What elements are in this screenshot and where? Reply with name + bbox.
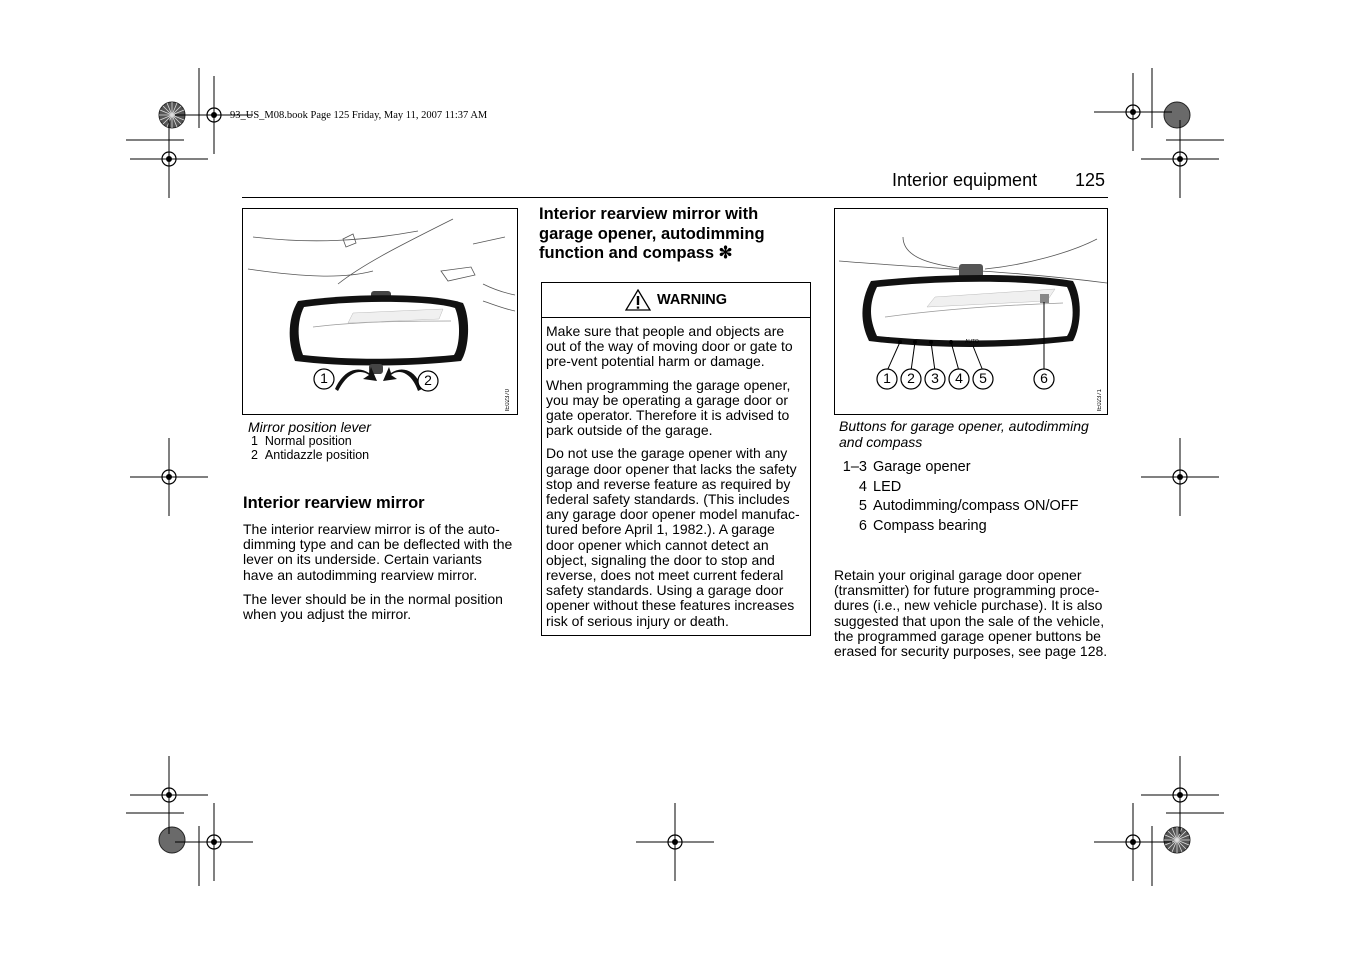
callout-5: 5 <box>979 370 987 386</box>
warning-body <box>542 318 810 629</box>
section3-paragraph: Retain your original garage door opener (transmitter) for future programming proce-dures (i.e., new vehicle purchase). It is also suggested that upon the sale of the vehicle, the programmed garage opener buttons be erased for security purposes, see page 128. <box>834 567 1108 660</box>
legend-text: Compass bearing <box>873 517 987 534</box>
figure1-legend <box>251 435 369 462</box>
warning-paragraph: When programming the garage opener, you may be operating a garage door or gate operator. Therefore it is advised to park outside of the garage. <box>546 376 791 439</box>
page-header-title: Interior equipment <box>892 170 1038 190</box>
legend-num: 1 <box>251 434 258 448</box>
print-info-line: 93_US_M08.book Page 125 Friday, May 11, 2007 11:37 AM <box>230 110 488 121</box>
callout-6: 6 <box>1040 370 1048 386</box>
figure2-legend <box>833 458 1078 536</box>
callout-4: 4 <box>955 370 963 386</box>
legend-num: 5 <box>858 498 867 514</box>
figure1-caption: Mirror position lever <box>248 419 371 435</box>
section1-heading: Interior rearview mirror <box>243 494 425 512</box>
legend-num: 2 <box>251 447 258 462</box>
header-rule <box>242 197 1108 198</box>
callout-3: 3 <box>931 370 939 386</box>
legend-item <box>833 458 1078 478</box>
figure-id: IE02370 <box>505 389 511 412</box>
warning-paragraph: Make sure that people and objects are out of the way of moving door or gate to pre-vent potential harm or damage. <box>546 323 793 370</box>
legend-num: 1–3 <box>842 459 867 475</box>
warning-paragraph: Do not use the garage opener with any garage door opener that lacks the safety stop and reverse feature as required by federal safety standards. (This includes any garage door opener model manufac-tured before April 1, 1982.). A garage door opener which cannot detect an object, signaling the door to stop and reverse, does not meet current federal safety standards. Using a garage door opener without these features increases risk of serious injury or death. <box>546 445 800 629</box>
callout-2: 2 <box>424 372 432 388</box>
mirror-lever-illustration <box>243 209 517 414</box>
garage-opener-mirror-illustration <box>835 209 1107 414</box>
callout-1: 1 <box>883 370 891 386</box>
callout-1: 1 <box>320 370 328 386</box>
mirror-auto-label: AUTO <box>965 339 979 345</box>
garage-opener-mirror-figure <box>834 208 1108 415</box>
warning-label: WARNING <box>656 292 728 308</box>
mirror-lever-figure <box>242 208 518 415</box>
legend-num: 4 <box>858 478 867 495</box>
callout-2: 2 <box>907 370 915 386</box>
legend-text: Antidazzle position <box>264 447 370 462</box>
section1-paragraph: The interior rearview mirror is of the auto-dimming type and can be deflected with the lever on its underside. Certain variants have an autodimming rearview mirror. <box>243 521 513 583</box>
legend-text: Garage opener <box>873 459 971 475</box>
warning-box <box>541 282 811 636</box>
page-number: 125 <box>1075 170 1106 190</box>
figure-id: IE02371 <box>1097 389 1103 412</box>
section2-heading: Interior rearview mirror with garage opener, autodimming function and compass ✻ <box>539 205 765 262</box>
legend-item <box>833 497 1078 517</box>
warning-header <box>542 283 810 318</box>
section3-body <box>834 568 1108 668</box>
figure2-caption: Buttons for garage opener, autodimming and compass <box>839 418 1089 450</box>
legend-item <box>251 449 369 463</box>
legend-item <box>833 478 1078 498</box>
legend-text: Autodimming/compass ON/OFF <box>873 498 1079 514</box>
legend-item <box>251 435 369 449</box>
legend-text: LED <box>873 478 902 495</box>
legend-text: Normal position <box>264 434 352 448</box>
section1-paragraph: The lever should be in the normal position when you adjust the mirror. <box>243 590 503 623</box>
legend-item <box>833 517 1078 537</box>
legend-num: 6 <box>858 517 867 534</box>
section1-body <box>243 522 515 631</box>
warning-triangle-icon <box>625 289 651 311</box>
